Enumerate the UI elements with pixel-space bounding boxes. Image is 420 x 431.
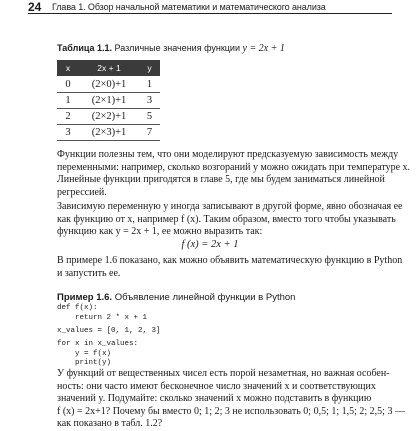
table-header-x: x bbox=[65, 63, 71, 73]
table-header-y: y bbox=[147, 63, 152, 73]
text-line: значений y. Подумайте: сколько значений x можно подставить в функцию bbox=[57, 393, 372, 405]
text-line: Зависимую переменную y иногда записывают в другой форме, явно обозначая ее bbox=[57, 201, 403, 212]
running-header bbox=[28, 0, 326, 13]
code-block-values: x_values = [0, 1, 2, 3] bbox=[57, 327, 161, 335]
text-line: В примере 1.6 показано, как можно объявить математическую функцию в Python bbox=[57, 255, 403, 266]
example-label: Пример 1.6. bbox=[57, 292, 113, 303]
example-title: Объявление линейной функции в Python bbox=[114, 292, 296, 303]
table-caption bbox=[57, 43, 285, 54]
table-cell-expression: (2×0)+1 bbox=[91, 79, 127, 90]
table-cell-y: 1 bbox=[146, 79, 153, 90]
text-line: и запустить ее. bbox=[57, 267, 121, 279]
table-bottom-rule bbox=[57, 140, 160, 141]
example-heading bbox=[57, 292, 295, 303]
paragraph-real-functions bbox=[57, 368, 405, 431]
paragraph-functions-intro bbox=[57, 149, 411, 199]
paragraph-example-intro bbox=[57, 255, 403, 280]
code-block-loop: for x in x_values: y = f(x) print(y) bbox=[57, 340, 139, 368]
table-cell-expression: (2×2)+1 bbox=[91, 111, 127, 122]
text-line: ность: они часто имеют бесконечное число значений x и соответствующих bbox=[57, 380, 376, 392]
header-rule bbox=[28, 13, 392, 14]
text-line: как функцию от x, например f (x). Таким образом, вместо того чтобы указывать bbox=[57, 213, 396, 225]
page-number: 24 bbox=[28, 0, 42, 14]
table-cell-expression: (2×3)+1 bbox=[91, 127, 127, 138]
table-caption-text: Различные значения функции bbox=[114, 43, 240, 53]
text-line: как показано в табл. 1.2? bbox=[57, 418, 163, 430]
table-header-expression: 2x + 1 bbox=[97, 63, 121, 73]
table-cell-x: 1 bbox=[65, 95, 71, 106]
values-table bbox=[57, 60, 160, 138]
paragraph-function-notation bbox=[57, 201, 403, 239]
text-line: f (x) = 2x+1? Почему бы вместо 0; 1; 2; 3 не использовать 0; 0,5; 1; 1,5; 2; 2,5; 3 — bbox=[57, 405, 405, 417]
table-cell-x: 3 bbox=[65, 127, 71, 138]
table-cell-x: 0 bbox=[65, 79, 71, 90]
text-line: регрессией. bbox=[57, 186, 107, 198]
table-caption-label: Таблица 1.1. bbox=[57, 43, 113, 53]
text-line: Функции полезны тем, что они моделируют предсказуемую зависимость между bbox=[57, 149, 399, 160]
table-cell-y: 3 bbox=[146, 95, 153, 106]
code-block-def: def f(x): return 2 * x + 1 bbox=[57, 304, 148, 322]
table-caption-formula: y = 2x + 1 bbox=[242, 43, 285, 54]
table-cell-y: 7 bbox=[146, 127, 153, 138]
table-cell-x: 2 bbox=[65, 111, 71, 122]
table-cell-expression: (2×1)+1 bbox=[91, 95, 127, 106]
text-line: У функций от вещественных чисел есть порой незаметная, но важная особен- bbox=[57, 368, 390, 379]
chapter-title: Глава 1. Обзор начальной математики и математического анализа bbox=[52, 1, 326, 12]
display-formula: f (x) = 2x + 1 bbox=[181, 239, 239, 250]
text-line: переменными: например, сколько возгораний у можно ожидать при температуре x. bbox=[57, 161, 411, 173]
text-line: функцию как y = 2x + 1, ее можно выразить так: bbox=[57, 226, 263, 238]
text-line: Линейные функции пригодятся в главе 5, где мы будем заниматься линейной bbox=[57, 174, 385, 186]
table-cell-y: 5 bbox=[146, 111, 153, 122]
